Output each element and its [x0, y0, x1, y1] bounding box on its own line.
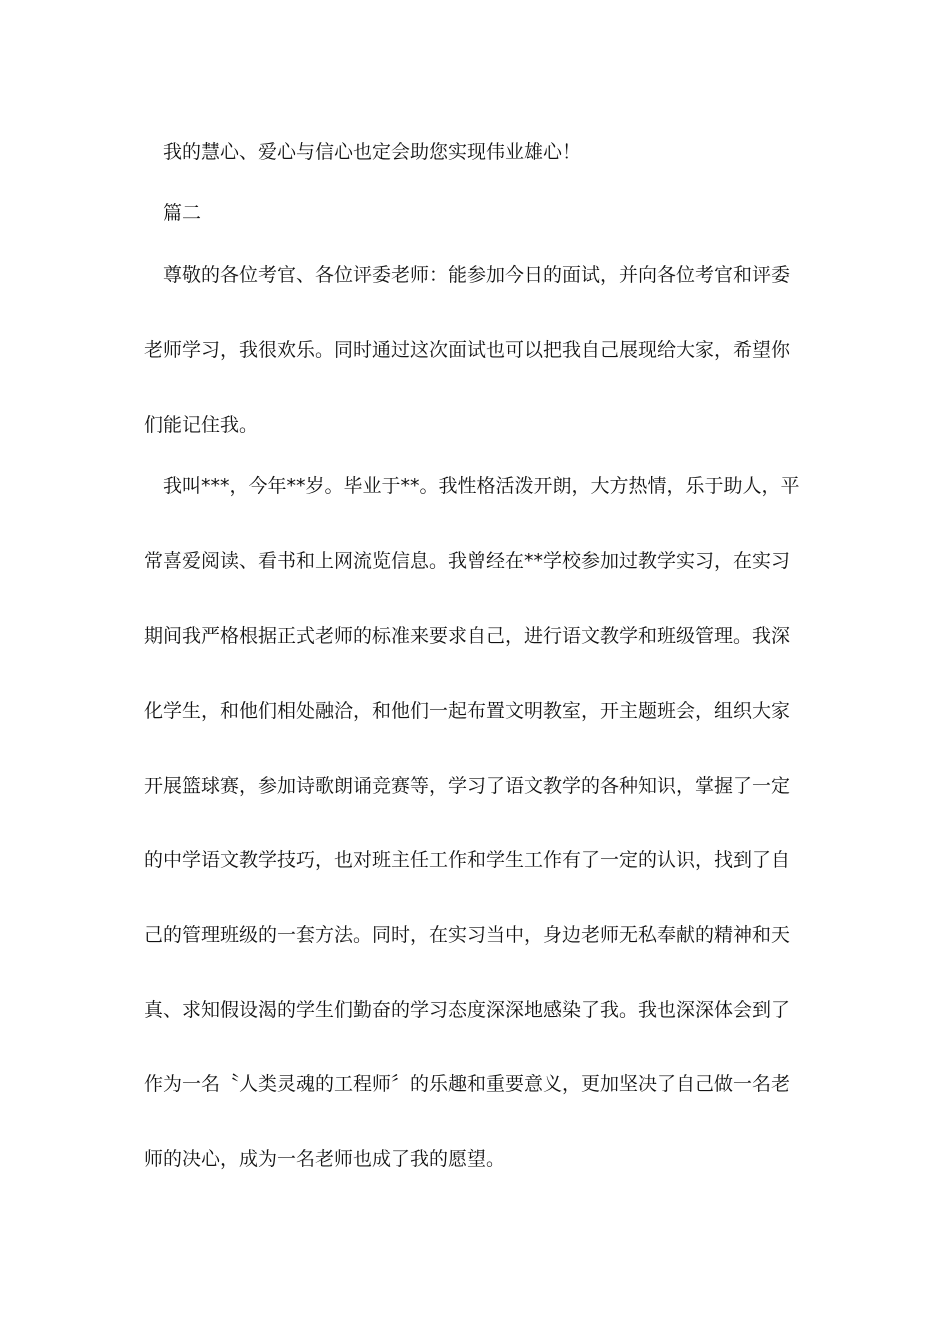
- section-heading: 篇二: [163, 202, 202, 224]
- paragraph-line: 开展篮球赛，参加诗歌朗诵竞赛等，学习了语文教学的各种知识，掌握了一定: [144, 775, 791, 797]
- paragraph-line: 我叫***，今年**岁。毕业于**。我性格活泼开朗，大方热情，乐于助人，平: [163, 475, 800, 497]
- paragraph-line: 尊敬的各位考官、各位评委老师：能参加今日的面试，并向各位考官和评委: [163, 264, 791, 286]
- paragraph-line: 期间我严格根据正式老师的标准来要求自己，进行语文教学和班级管理。我深: [144, 625, 791, 647]
- paragraph-line: 化学生，和他们相处融洽，和他们一起布置文明教室，开主题班会，组织大家: [144, 700, 791, 722]
- paragraph-line: 作为一名〝人类灵魂的工程师〞的乐趣和重要意义，更加坚决了自己做一名老: [144, 1073, 791, 1095]
- paragraph-line: 们能记住我。: [144, 414, 259, 436]
- paragraph-line: 真、求知假设渴的学生们勤奋的学习态度深深地感染了我。我也深深体会到了: [144, 999, 791, 1021]
- paragraph-line: 老师学习，我很欢乐。同时通过这次面试也可以把我自己展现给大家，希望你: [144, 339, 791, 361]
- paragraph-line: 师的决心，成为一名老师也成了我的愿望。: [144, 1148, 506, 1170]
- paragraph-line: 常喜爱阅读、看书和上网流览信息。我曾经在**学校参加过教学实习，在实习: [144, 550, 791, 572]
- paragraph-line: 的中学语文教学技巧，也对班主任工作和学生工作有了一定的认识，找到了自: [144, 849, 791, 871]
- paragraph-line: 己的管理班级的一套方法。同时，在实习当中，身边老师无私奉献的精神和天: [144, 924, 791, 946]
- paragraph-closing-line: 我的慧心、爱心与信心也定会助您实现伟业雄心！: [163, 141, 582, 163]
